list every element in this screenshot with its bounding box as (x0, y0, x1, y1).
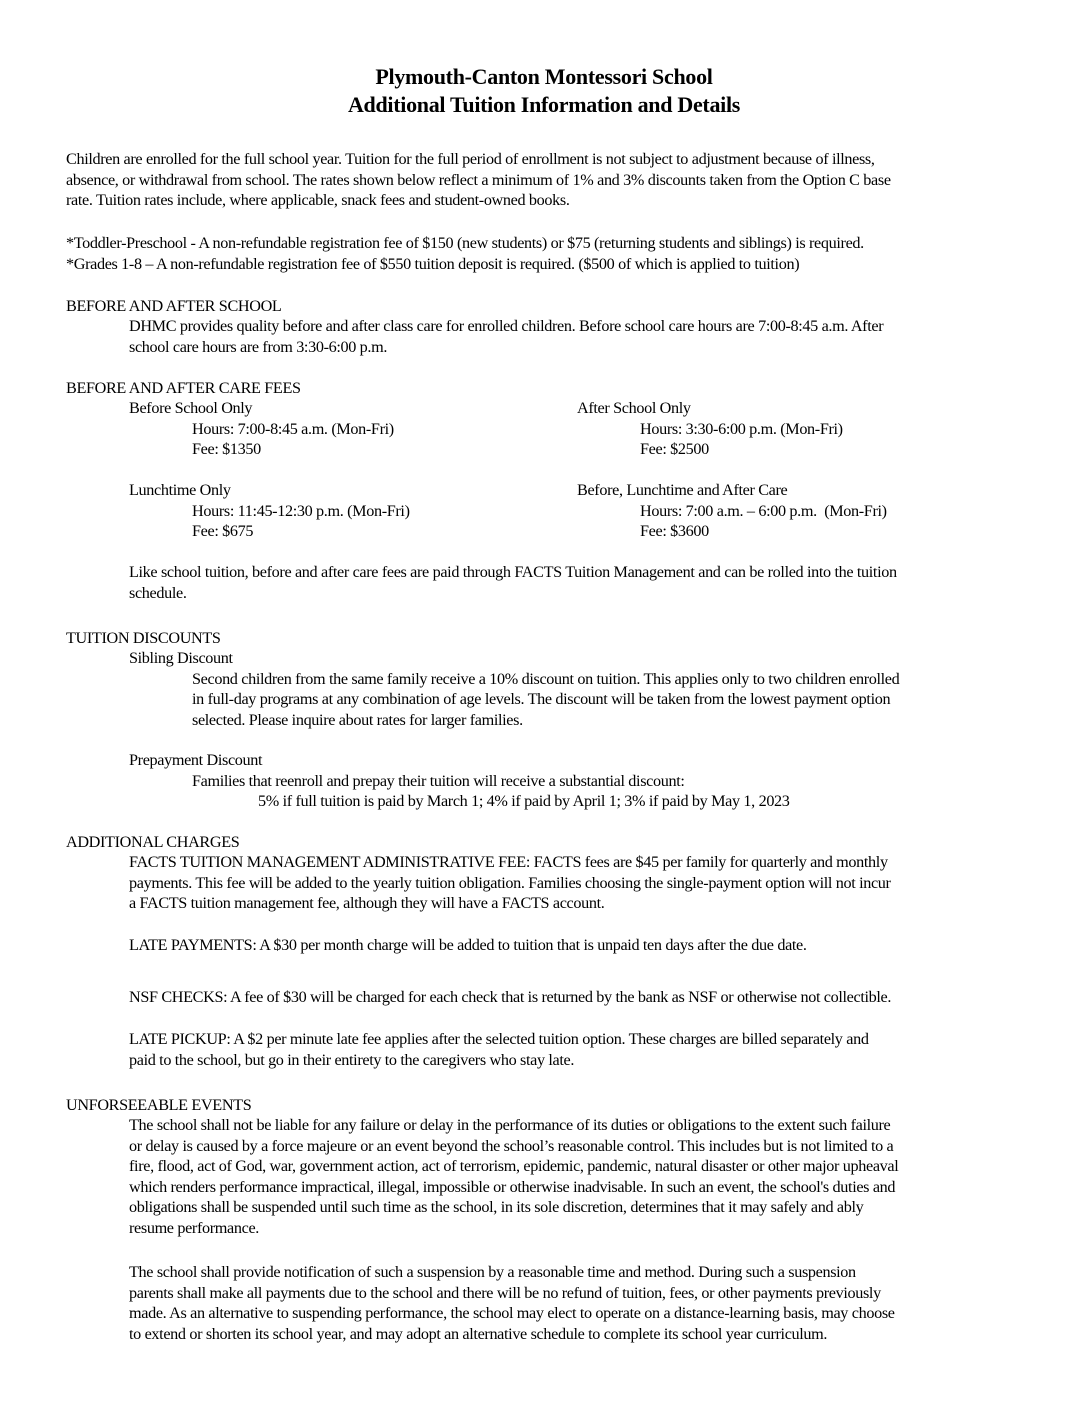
fee-option-lunchtime (129, 480, 410, 542)
section-heading: TUITION DISCOUNTS (66, 629, 221, 647)
paragraph-line: schedule. (129, 583, 187, 602)
paragraph-line: NSF CHECKS: A fee of $30 will be charged for each check that is returned by the bank as NSF or otherwise not collectible. (129, 988, 892, 1006)
fee-option-hours: Hours: 7:00 a.m. – 6:00 p.m. (Mon-Fri) (640, 501, 887, 520)
late-payments-paragraph (129, 935, 807, 956)
paragraph-line: The school shall not be liable for any failure or delay in the performance of its duties or obligations to the extent such failure (129, 1116, 891, 1134)
prepayment-schedule: 5% if full tuition is paid by March 1; 4% if paid by April 1; 3% if paid by May 1, 2023 (258, 792, 790, 811)
fee-option-name: Before, Lunchtime and After Care (577, 481, 788, 499)
paragraph-line: fire, flood, act of God, war, government action, act of terrorism, epidemic, pandemic, natural disaster or other major upheaval (129, 1157, 899, 1176)
fee-option-before-school (129, 398, 394, 460)
paragraph-line: resume performance. (129, 1218, 259, 1237)
paragraph-line: LATE PICKUP: A $2 per minute late fee applies after the selected tuition option. These charges are billed separately and (129, 1030, 869, 1048)
subsection-title: Prepayment Discount (129, 751, 263, 769)
subsection-title: Sibling Discount (129, 649, 233, 667)
paragraph-line: which renders performance impractical, illegal, impossible or otherwise inadvisable. In such an event, the school's duties and (129, 1177, 896, 1196)
intro-line: rate. Tuition rates include, where applicable, snack fees and student-owned books. (66, 191, 570, 210)
paragraph-line: DHMC provides quality before and after class care for enrolled children. Before school care hours are 7:00-8:45 a.m. After (129, 317, 884, 335)
paragraph-line: FACTS TUITION MANAGEMENT ADMINISTRATIVE FEE: FACTS fees are $45 per family for quarterly and monthly (129, 853, 888, 871)
paragraph-line: parents shall make all payments due to the school and there will be no refund of tuition, fees, or other payments previously (129, 1283, 881, 1302)
section-tuition-discounts (66, 628, 221, 649)
intro-paragraph (66, 149, 891, 211)
paragraph-line: payments. This fee will be added to the yearly tuition obligation. Families choosing the single-payment option will not incur (129, 873, 891, 892)
facts-fee-paragraph (129, 852, 891, 914)
fee-option-fee: Fee: $1350 (192, 440, 261, 459)
force-majeure-paragraph (129, 1115, 898, 1239)
toddler-registration-note: *Toddler-Preschool - A non-refundable registration fee of $150 (new students) or $75 (returning students and siblings) is required. (66, 234, 864, 252)
paragraph-line: or delay is caused by a force majeure or an event beyond the school’s reasonable control. This includes but is not limited to a (129, 1136, 894, 1155)
section-unforeseeable-events (66, 1095, 251, 1116)
care-fees-note (129, 562, 897, 603)
fee-option-hours: Hours: 3:30-6:00 p.m. (Mon-Fri) (640, 419, 843, 438)
suspension-paragraph (129, 1262, 895, 1344)
section-heading: BEFORE AND AFTER SCHOOL (66, 297, 282, 315)
fee-option-fee: Fee: $2500 (640, 440, 709, 459)
intro-line: absence, or withdrawal from school. The rates shown below reflect a minimum of 1% and 3% discounts taken from the Option C base (66, 170, 891, 189)
section-before-after-school (66, 296, 281, 317)
sibling-discount (129, 648, 899, 730)
section-heading: UNFORSEEABLE EVENTS (66, 1096, 252, 1114)
paragraph-line: selected. Please inquire about rates for larger families. (192, 710, 523, 729)
paragraph-line: made. As an alternative to suspending performance, the school may elect to operate on a distance-learning basis, may choose (129, 1304, 895, 1323)
paragraph-line: to extend or shorten its school year, and may adopt an alternative schedule to complete its school year curriculum. (129, 1324, 828, 1343)
paragraph-line: obligations shall be suspended until such time as the school, in its sole discretion, determines that it may safely and ably (129, 1198, 864, 1217)
fee-option-name: After School Only (577, 399, 691, 417)
paragraph-line: LATE PAYMENTS: A $30 per month charge will be added to tuition that is unpaid ten days after the due date. (129, 936, 807, 954)
fee-option-full-care (577, 480, 887, 542)
grades-registration-note: *Grades 1-8 – A non-refundable registration fee of $550 tuition deposit is required. ($500 of which is applied to tuition) (66, 254, 800, 273)
fee-option-after-school (577, 398, 843, 460)
fee-option-fee: Fee: $3600 (640, 522, 709, 541)
nsf-checks-paragraph (129, 987, 891, 1008)
fee-option-name: Lunchtime Only (129, 481, 231, 499)
before-after-school-text (129, 316, 883, 357)
registration-notes (66, 233, 864, 274)
paragraph-line: Second children from the same family receive a 10% discount on tuition. This applies only to two children enrolled (192, 669, 900, 688)
section-heading: BEFORE AND AFTER CARE FEES (66, 379, 301, 397)
late-pickup-paragraph (129, 1029, 869, 1070)
paragraph-line: The school shall provide notification of such a suspension by a reasonable time and method. During such a suspension (129, 1263, 856, 1281)
section-care-fees (66, 378, 301, 399)
document-subtitle: Additional Tuition Information and Details (347, 92, 741, 117)
intro-line: Children are enrolled for the full school year. Tuition for the full period of enrollment is not subject to adjustment because of illness, (66, 150, 875, 168)
document-title: Plymouth-Canton Montessori School (375, 64, 713, 89)
paragraph-line: Families that reenroll and prepay their tuition will receive a substantial discount: (192, 771, 685, 790)
fee-option-hours: Hours: 11:45-12:30 p.m. (Mon-Fri) (192, 501, 410, 520)
section-heading: ADDITIONAL CHARGES (66, 833, 240, 851)
paragraph-line: Like school tuition, before and after care fees are paid through FACTS Tuition Management and can be rolled into the tuition (129, 563, 897, 581)
paragraph-line: in full-day programs at any combination of age levels. The discount will be taken from the lowest payment option (192, 690, 891, 709)
section-additional-charges (66, 832, 239, 853)
paragraph-line: school care hours are from 3:30-6:00 p.m. (129, 337, 388, 356)
fee-option-name: Before School Only (129, 399, 253, 417)
paragraph-line: paid to the school, but go in their entirety to the caregivers who stay late. (129, 1050, 575, 1069)
fee-option-hours: Hours: 7:00-8:45 a.m. (Mon-Fri) (192, 419, 394, 438)
prepayment-discount (129, 750, 790, 812)
paragraph-line: a FACTS tuition management fee, although they will have a FACTS account. (129, 894, 605, 913)
fee-option-fee: Fee: $675 (192, 522, 254, 541)
